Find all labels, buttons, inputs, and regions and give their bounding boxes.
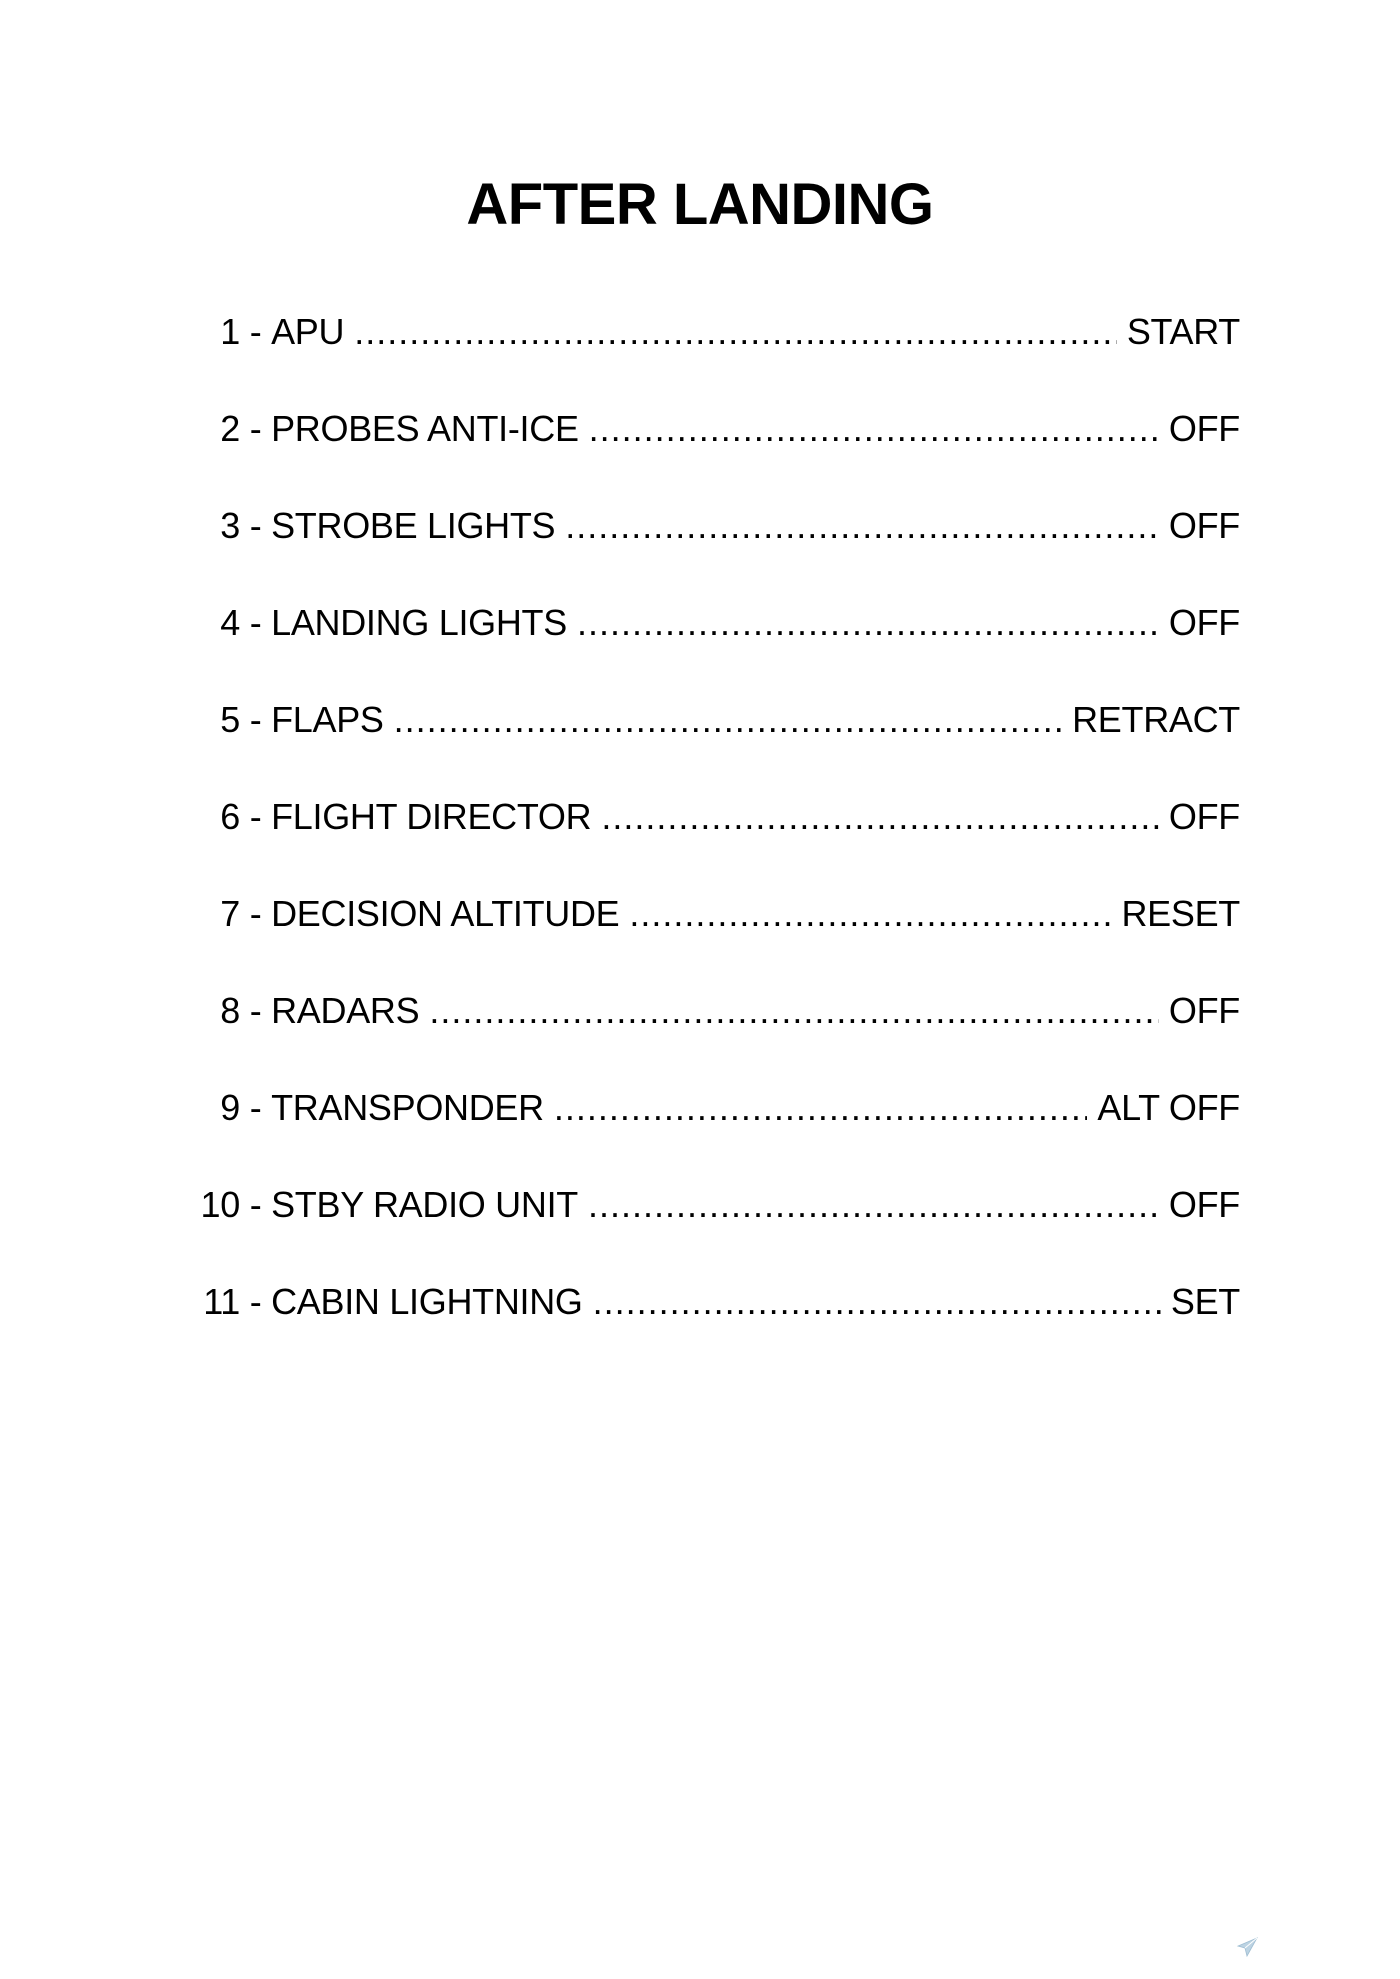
item-action: SET bbox=[1170, 1281, 1240, 1322]
item-label: STBY RADIO UNIT bbox=[271, 1184, 578, 1225]
item-number: 5 bbox=[220, 699, 240, 740]
checklist-row: 2 - PROBES ANTI-ICE ..... OFF bbox=[160, 407, 1240, 504]
item-label: FLAPS bbox=[271, 699, 384, 740]
item-label: RADARS bbox=[271, 990, 420, 1031]
dot-leader bbox=[588, 1183, 1159, 1227]
dot-leader bbox=[589, 407, 1159, 451]
checklist-row: 4 - LANDING LIGHTS ..... OFF bbox=[160, 601, 1240, 698]
item-number: 9 bbox=[220, 1087, 240, 1128]
checklist-row: 6 - FLIGHT DIRECTOR ..... OFF bbox=[160, 795, 1240, 892]
dot-leader bbox=[593, 1280, 1161, 1324]
dot-leader bbox=[554, 1086, 1088, 1130]
item-action: OFF bbox=[1168, 408, 1240, 449]
item-number: 2 bbox=[220, 408, 240, 449]
item-label: APU bbox=[271, 311, 345, 352]
item-label: PROBES ANTI-ICE bbox=[271, 408, 579, 449]
item-number: 10 bbox=[200, 1184, 240, 1225]
item-action: OFF bbox=[1168, 602, 1240, 643]
item-label: CABIN LIGHTNING bbox=[271, 1281, 583, 1322]
item-number: 8 bbox=[220, 990, 240, 1031]
item-number: 4 bbox=[220, 602, 240, 643]
checklist-row: 9 - TRANSPONDER ..... ALT OFF bbox=[160, 1086, 1240, 1183]
dot-leader bbox=[429, 989, 1159, 1033]
item-action: START bbox=[1126, 311, 1240, 352]
item-action: RESET bbox=[1121, 893, 1240, 934]
checklist bbox=[160, 310, 1240, 1377]
dot-leader bbox=[577, 601, 1159, 645]
checklist-row: 1 - APU ..... START bbox=[160, 310, 1240, 407]
item-number: 3 bbox=[220, 505, 240, 546]
checklist-row: 7 - DECISION ALTITUDE ..... RESET bbox=[160, 892, 1240, 989]
dot-leader bbox=[394, 698, 1062, 742]
dot-leader bbox=[629, 892, 1111, 936]
item-label: STROBE LIGHTS bbox=[271, 505, 556, 546]
item-number: 1 bbox=[220, 311, 240, 352]
checklist-row: 11 - CABIN LIGHTNING ..... SET bbox=[160, 1280, 1240, 1377]
dot-leader bbox=[601, 795, 1159, 839]
item-number: 7 bbox=[220, 893, 240, 934]
item-number: 6 bbox=[220, 796, 240, 837]
item-action: OFF bbox=[1168, 796, 1240, 837]
item-action: OFF bbox=[1168, 990, 1240, 1031]
item-action: OFF bbox=[1168, 1184, 1240, 1225]
item-label: FLIGHT DIRECTOR bbox=[271, 796, 592, 837]
checklist-row: 5 - FLAPS ..... RETRACT bbox=[160, 698, 1240, 795]
item-action: ALT OFF bbox=[1097, 1087, 1240, 1128]
paper-plane-icon[interactable] bbox=[1236, 1936, 1258, 1958]
page-title: AFTER LANDING bbox=[466, 172, 934, 237]
item-label: LANDING LIGHTS bbox=[271, 602, 567, 643]
item-label: DECISION ALTITUDE bbox=[271, 893, 620, 934]
checklist-row: 10 - STBY RADIO UNIT ..... OFF bbox=[160, 1183, 1240, 1280]
dot-leader bbox=[565, 504, 1159, 548]
item-action: RETRACT bbox=[1072, 699, 1240, 740]
dot-leader bbox=[354, 310, 1117, 354]
checklist-row: 8 - RADARS ..... OFF bbox=[160, 989, 1240, 1086]
checklist-row: 3 - STROBE LIGHTS ..... OFF bbox=[160, 504, 1240, 601]
item-label: TRANSPONDER bbox=[271, 1087, 544, 1128]
item-action: OFF bbox=[1168, 505, 1240, 546]
item-number: 11 bbox=[203, 1281, 240, 1322]
